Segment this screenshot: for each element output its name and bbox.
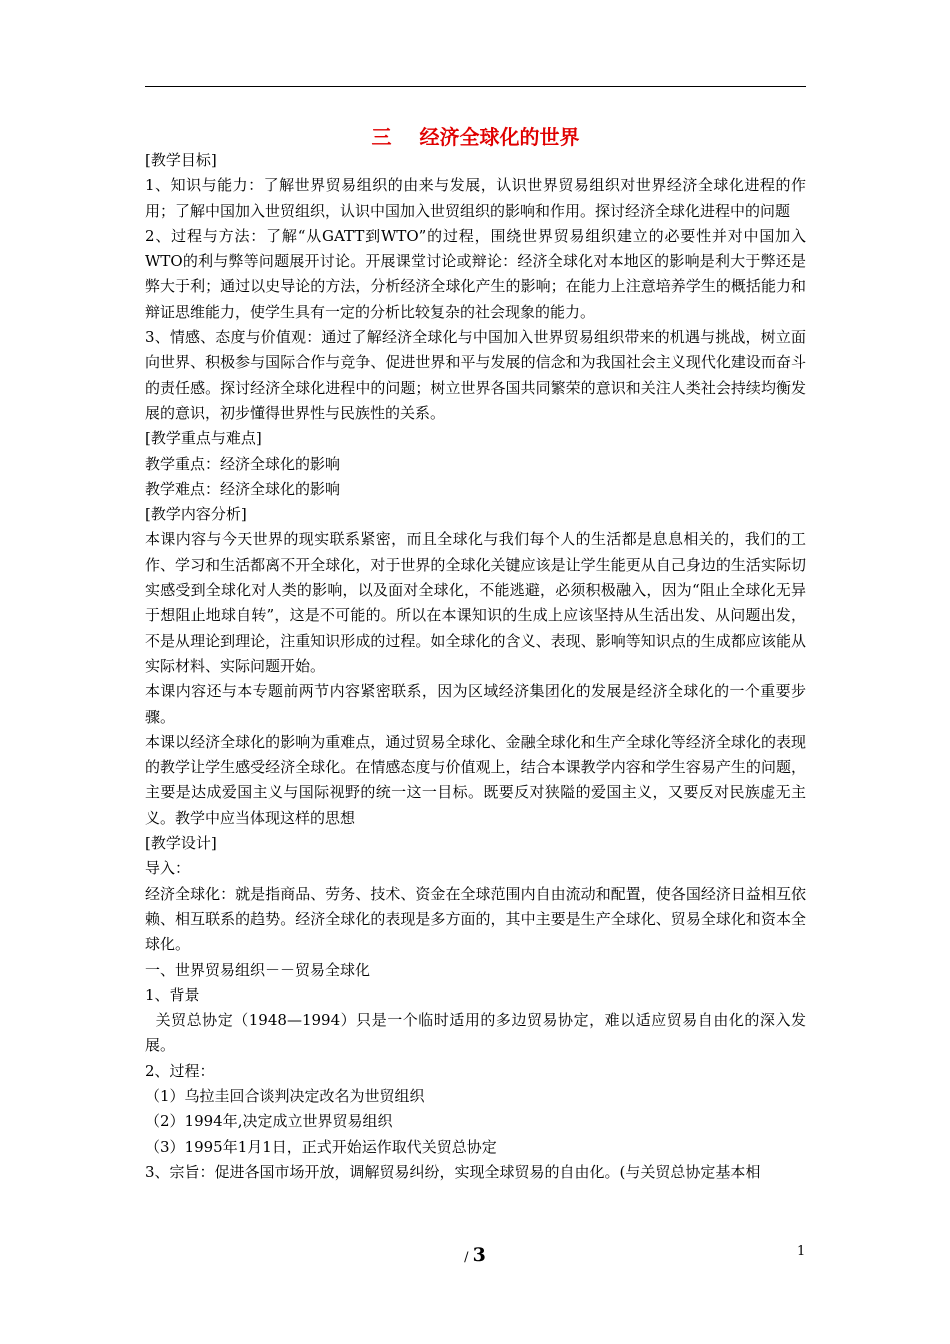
section-heading-key-points: [教学重点与难点]: [145, 429, 262, 448]
document-body: [145, 148, 806, 1185]
paragraph: 2、过程与方法：了解“从GATT到WTO”的过程，围绕世界贸易组织建立的必要性并对中国加入WTO的利与弊等问题展开讨论。开展课堂讨论或辩论：经济全球化对本地区的影响是利大于弊还是弊大于利；通过以史导论的方法，分析经济全球化产生的影响；在能力上注意培养学生的概括能力和辩证思维能力，使学生具有一定的分析比较复杂的社会现象的能力。: [145, 226, 806, 321]
paragraph: 3、情感、态度与价值观：通过了解经济全球化与中国加入世界贸易组织带来的机遇与挑战，树立面向世界、积极参与国际合作与竞争、促进世界和平与发展的信念和为我国社会主义现代化建设而奋斗的责任感。探讨经济全球化进程中的问题；树立世界各国共同繁荣的意识和关注人类社会持续均衡发展的意识，初步懂得世界性与民族性的关系。: [145, 328, 806, 422]
paragraph: 3、宗旨：促进各国市场开放，调解贸易纠纷，实现全球贸易的自由化。(与关贸总协定基本相: [145, 1162, 761, 1181]
paragraph: 导入：: [145, 859, 191, 878]
section-heading-objectives: [教学目标]: [145, 151, 217, 169]
page-counter: [0, 1244, 950, 1266]
list-item: （2）1994年,决定成立世界贸易组织: [145, 1112, 393, 1131]
list-item: （3）1995年1月1日，正式开始运作取代关贸总协定: [145, 1137, 497, 1156]
page-total: 3: [472, 1244, 486, 1266]
title-number: 三: [371, 125, 392, 149]
paragraph: 一、世界贸易组织－－贸易全球化: [145, 960, 371, 979]
paragraph: 本课内容还与本专题前两节内容紧密联系，因为区域经济集团化的发展是经济全球化的一个重要步骤。: [145, 682, 806, 726]
header-rule: [145, 86, 806, 87]
paragraph: 本课内容与今天世界的现实联系紧密，而且全球化与我们每个人的生活都是息息相关的，我们的工作、学习和生活都离不开全球化，对于世界的全球化关键应该是让学生能更从自己身边的生活实际切实感受到全球化对人类的影响，以及面对全球化，不能逃避，必须积极融入，因为“阻止全球化无异于想阻止地球自转”，这是不可能的。所以在本课知识的生成上应该坚持从生活出发、从问题出发，不是从理论到理论，注重知识形成的过程。如全球化的含义、表现、影响等知识点的生成都应该能从实际材料、实际问题开始。: [145, 530, 806, 675]
paragraph: 关贸总协定（1948—1994）只是一个临时适用的多边贸易协定，难以适应贸易自由化的深入发展。: [145, 1011, 806, 1055]
paragraph: 2、过程：: [145, 1061, 215, 1080]
title-text: 经济全球化的世界: [419, 125, 580, 149]
section-heading-design: [教学设计]: [145, 834, 217, 853]
section-heading-content-analysis: [教学内容分析]: [145, 505, 247, 524]
paragraph: 教学难点：经济全球化的影响: [145, 479, 341, 498]
page-title: [145, 124, 806, 150]
page-separator: /: [464, 1250, 469, 1265]
list-item: （1）乌拉圭回合谈判决定改名为世贸组织: [145, 1086, 425, 1105]
paragraph: 教学重点：经济全球化的影响: [145, 454, 341, 473]
paragraph: 本课以经济全球化的影响为重难点，通过贸易全球化、金融全球化和生产全球化等经济全球化的表现的教学让学生感受经济全球化。在情感态度与价值观上，结合本课教学内容和学生容易产生的问题，主要是达成爱国主义与国际视野的统一这一目标。既要反对狭隘的爱国主义，又要反对民族虚无主义。教学中应当体现这样的思想: [145, 732, 806, 827]
paragraph: 1、背景: [145, 985, 200, 1004]
page-number: 1: [797, 1244, 806, 1259]
paragraph: 1、知识与能力：了解世界贸易组织的由来与发展，认识世界贸易组织对世界经济全球化进程的作用；了解中国加入世贸组织，认识中国加入世贸组织的影响和作用。探讨经济全球化进程中的问题: [145, 176, 806, 220]
paragraph: 经济全球化：就是指商品、劳务、技术、资金在全球范围内自由流动和配置，使各国经济日益相互依赖、相互联系的趋势。经济全球化的表现是多方面的，其中主要是生产全球化、贸易全球化和资本全球化。: [145, 884, 806, 954]
